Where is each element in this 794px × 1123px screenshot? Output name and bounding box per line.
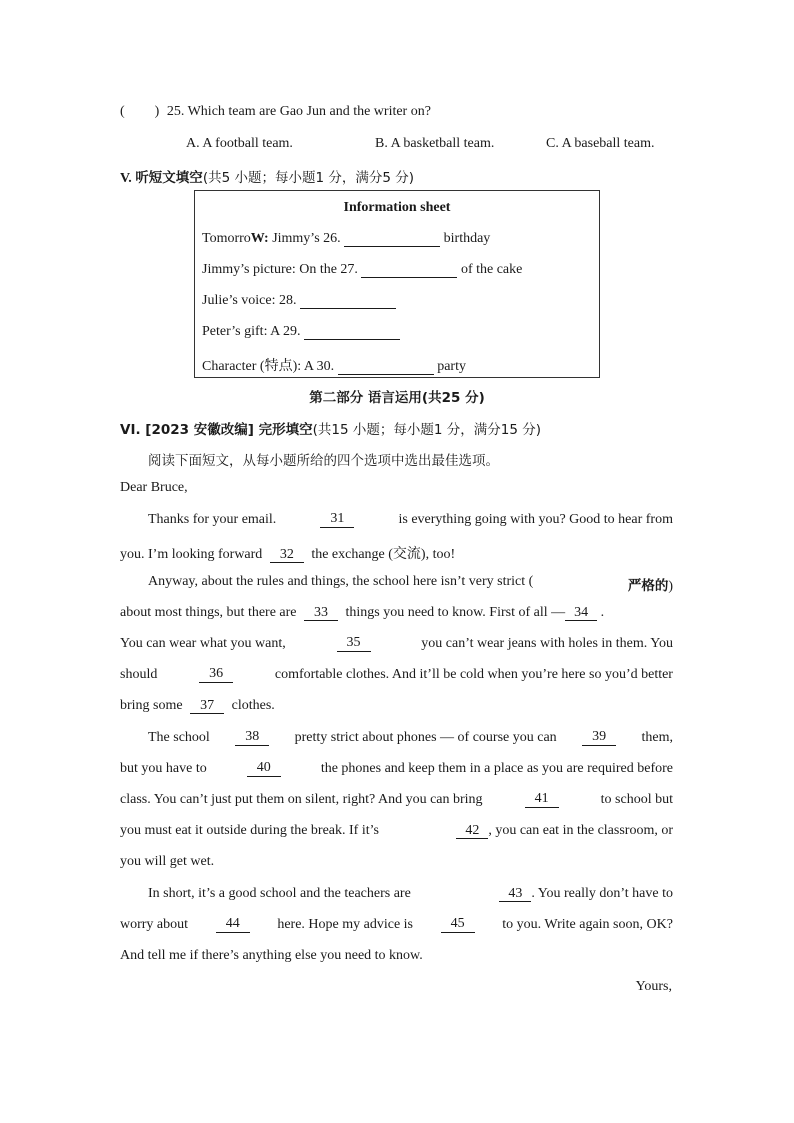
info-row-27: Jimmy’s picture: On the 27. of the cake (202, 262, 523, 277)
cloze-blank-39[interactable]: 39 (582, 730, 616, 746)
answer-paren-left: ( (120, 104, 125, 119)
question-text: 25. Which team are Gao Jun and the writer on? (166, 104, 431, 119)
paragraph-1-line-1: Thanks for your email. 31 is everything going with you? Good to hear from (148, 511, 673, 527)
cloze-blank-33[interactable]: 33 (304, 606, 338, 621)
paragraph-2-line-2: about most things, but there are 33 things you need to know. First of all — 34 . (120, 605, 605, 620)
fill-blank-26[interactable] (344, 232, 440, 247)
cloze-blank-31[interactable]: 31 (320, 512, 354, 528)
paragraph-3-line-2: but you have to 40 the phones and keep them in a place as you are required before (120, 760, 673, 776)
cloze-blank-32[interactable]: 32 (270, 548, 304, 563)
paragraph-3-line-4: you must eat it outside during the break. If it’s 42 , you can eat in the classroom, or (120, 823, 673, 838)
cloze-blank-41[interactable]: 41 (525, 792, 559, 808)
paragraph-2-line-5: bring some 37 clothes. (120, 698, 275, 713)
info-row-30: Character (特点): A 30. party (202, 359, 466, 374)
paragraph-2-line-4: should 36 comfortable clothes. And it’ll be cold when you’re here so you’d better (120, 666, 673, 682)
cloze-blank-36[interactable]: 36 (199, 667, 233, 683)
paragraph-4-line-2: worry about 44 here. Hope my advice is 45 to you. Write again soon, OK? (120, 916, 673, 932)
paragraph-4-line-3: And tell me if there’s anything else you need to know. (120, 948, 423, 963)
section-6-heading (120, 418, 541, 439)
info-row-29: Peter’s gift: A 29. (202, 324, 400, 340)
question-25 (120, 104, 431, 120)
info-sheet-title: Information sheet (343, 200, 451, 215)
cloze-blank-40[interactable]: 40 (247, 761, 281, 777)
part-2-heading: 第二部分 语言运用(共25 分) (309, 390, 485, 406)
paragraph-3-line-1: The school 38 pretty strict about phones — of course you can 39 them, (148, 729, 673, 745)
instruction: 阅读下面短文，从每小题所给的四个选项中选出最佳选项。 (148, 453, 499, 469)
paragraph-2-line-3: You can wear what you want, 35 you can’t wear jeans with holes in them. You (120, 635, 673, 651)
info-row-26: TomorroW: Jimmy’s 26. birthday (202, 231, 491, 246)
option-b: B. A basketball team. (375, 136, 495, 151)
greeting: Dear Bruce, (120, 480, 188, 495)
section-5-heading (120, 166, 414, 187)
paragraph-3-line-5: you will get wet. (120, 854, 215, 869)
fill-blank-27[interactable] (361, 263, 457, 278)
paragraph-2-line-1: Anyway, about the rules and things, the school here isn’t very strict ( 严格的) (148, 574, 673, 594)
paragraph-3-line-3: class. You can’t just put them on silent, right? And you can bring 41 to school but (120, 791, 673, 807)
option-c: C. A baseball team. (546, 136, 655, 151)
cloze-blank-34[interactable]: 34 (565, 606, 597, 621)
section-note: (共5 小题；每小题1 分，满分5 分) (202, 170, 414, 186)
info-row-28: Julie’s voice: 28. (202, 293, 396, 309)
fill-blank-30[interactable] (338, 360, 434, 375)
section-note: (共15 小题；每小题1 分，满分15 分) (312, 422, 541, 438)
cloze-blank-44[interactable]: 44 (216, 917, 250, 933)
option-a: A. A football team. (186, 136, 293, 151)
section-title: 听短文填空 (135, 170, 203, 186)
cloze-blank-37[interactable]: 37 (190, 699, 224, 714)
closing: Yours, (635, 979, 672, 994)
cloze-blank-43[interactable]: 43 (499, 887, 531, 902)
information-sheet (194, 190, 600, 378)
cloze-blank-38[interactable]: 38 (235, 730, 269, 746)
answer-paren-right: ) (154, 104, 160, 119)
fill-blank-28[interactable] (300, 294, 396, 309)
section-title: VI. [2023 安徽改编] 完形填空 (120, 422, 313, 438)
cloze-blank-42[interactable]: 42 (456, 824, 488, 839)
section-roman: V. (120, 171, 132, 186)
paragraph-4-line-1: In short, it’s a good school and the teachers are 43 . You really don’t have to (148, 886, 673, 901)
cloze-blank-45[interactable]: 45 (441, 917, 475, 933)
cloze-blank-35[interactable]: 35 (337, 636, 371, 652)
fill-blank-29[interactable] (304, 325, 400, 340)
paragraph-1-line-2: you. I’m looking forward 32 the exchange (交流), too! (120, 547, 456, 562)
